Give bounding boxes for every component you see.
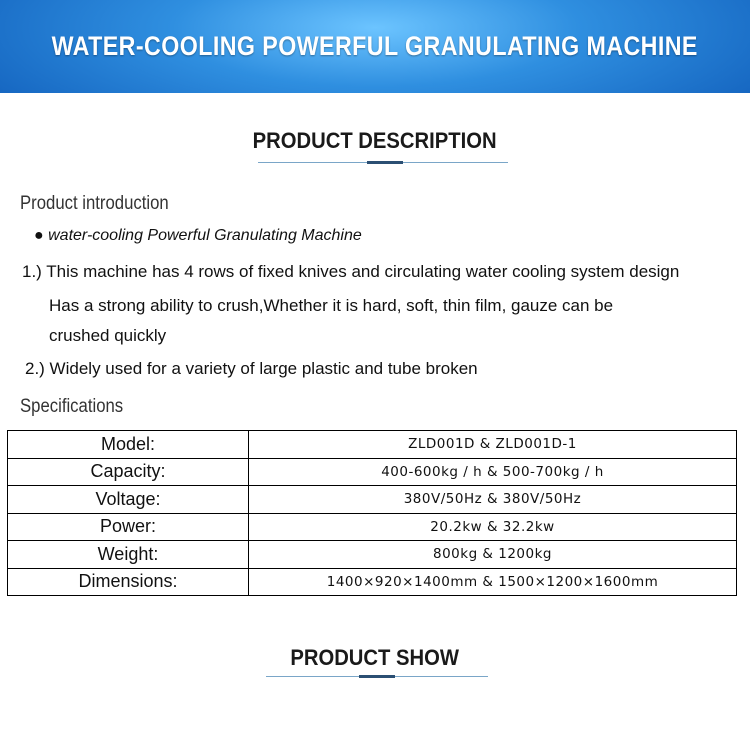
intro-point-1-continued-2: crushed quickly <box>49 326 167 345</box>
table-row <box>8 541 737 569</box>
spec-value: 400-600kg / h & 500-700kg / h <box>249 458 737 486</box>
spec-value: 20.2kw & 32.2kw <box>249 513 737 541</box>
product-description-heading: PRODUCT DESCRIPTION <box>252 128 498 153</box>
description-divider-mark <box>367 161 403 164</box>
spec-label: Power: <box>8 513 249 541</box>
table-row <box>8 431 737 459</box>
spec-label: Voltage: <box>8 486 249 514</box>
spec-value: ZLD001D & ZLD001D-1 <box>249 431 737 459</box>
spec-value: 1400×920×1400mm & 1500×1200×1600mm <box>249 568 737 596</box>
spec-value: 800kg & 1200kg <box>249 541 737 569</box>
introduction-heading: Product introduction <box>20 193 169 214</box>
header-banner <box>0 0 750 93</box>
table-row <box>8 458 737 486</box>
product-show-heading: PRODUCT SHOW <box>290 645 460 670</box>
table-row <box>8 568 737 596</box>
spec-label: Capacity: <box>8 458 249 486</box>
specifications-table <box>7 430 737 596</box>
show-divider-mark <box>359 675 395 678</box>
banner-title: WATER-COOLING POWERFUL GRANULATING MACHINE <box>51 31 699 61</box>
spec-value: 380V/50Hz & 380V/50Hz <box>249 486 737 514</box>
intro-point-1-continued: Has a strong ability to crush,Whether it is hard, soft, thin film, gauze can be <box>49 296 614 315</box>
spec-label: Model: <box>8 431 249 459</box>
intro-bullet: ● water-cooling Powerful Granulating Machine <box>34 227 362 244</box>
table-row <box>8 486 737 514</box>
spec-label: Weight: <box>8 541 249 569</box>
specifications-heading: Specifications <box>20 396 124 417</box>
intro-point-1: 1.) This machine has 4 rows of fixed knives and circulating water cooling system design <box>22 262 680 281</box>
table-row <box>8 513 737 541</box>
intro-point-2: 2.) Widely used for a variety of large plastic and tube broken <box>25 359 478 378</box>
spec-label: Dimensions: <box>8 568 249 596</box>
